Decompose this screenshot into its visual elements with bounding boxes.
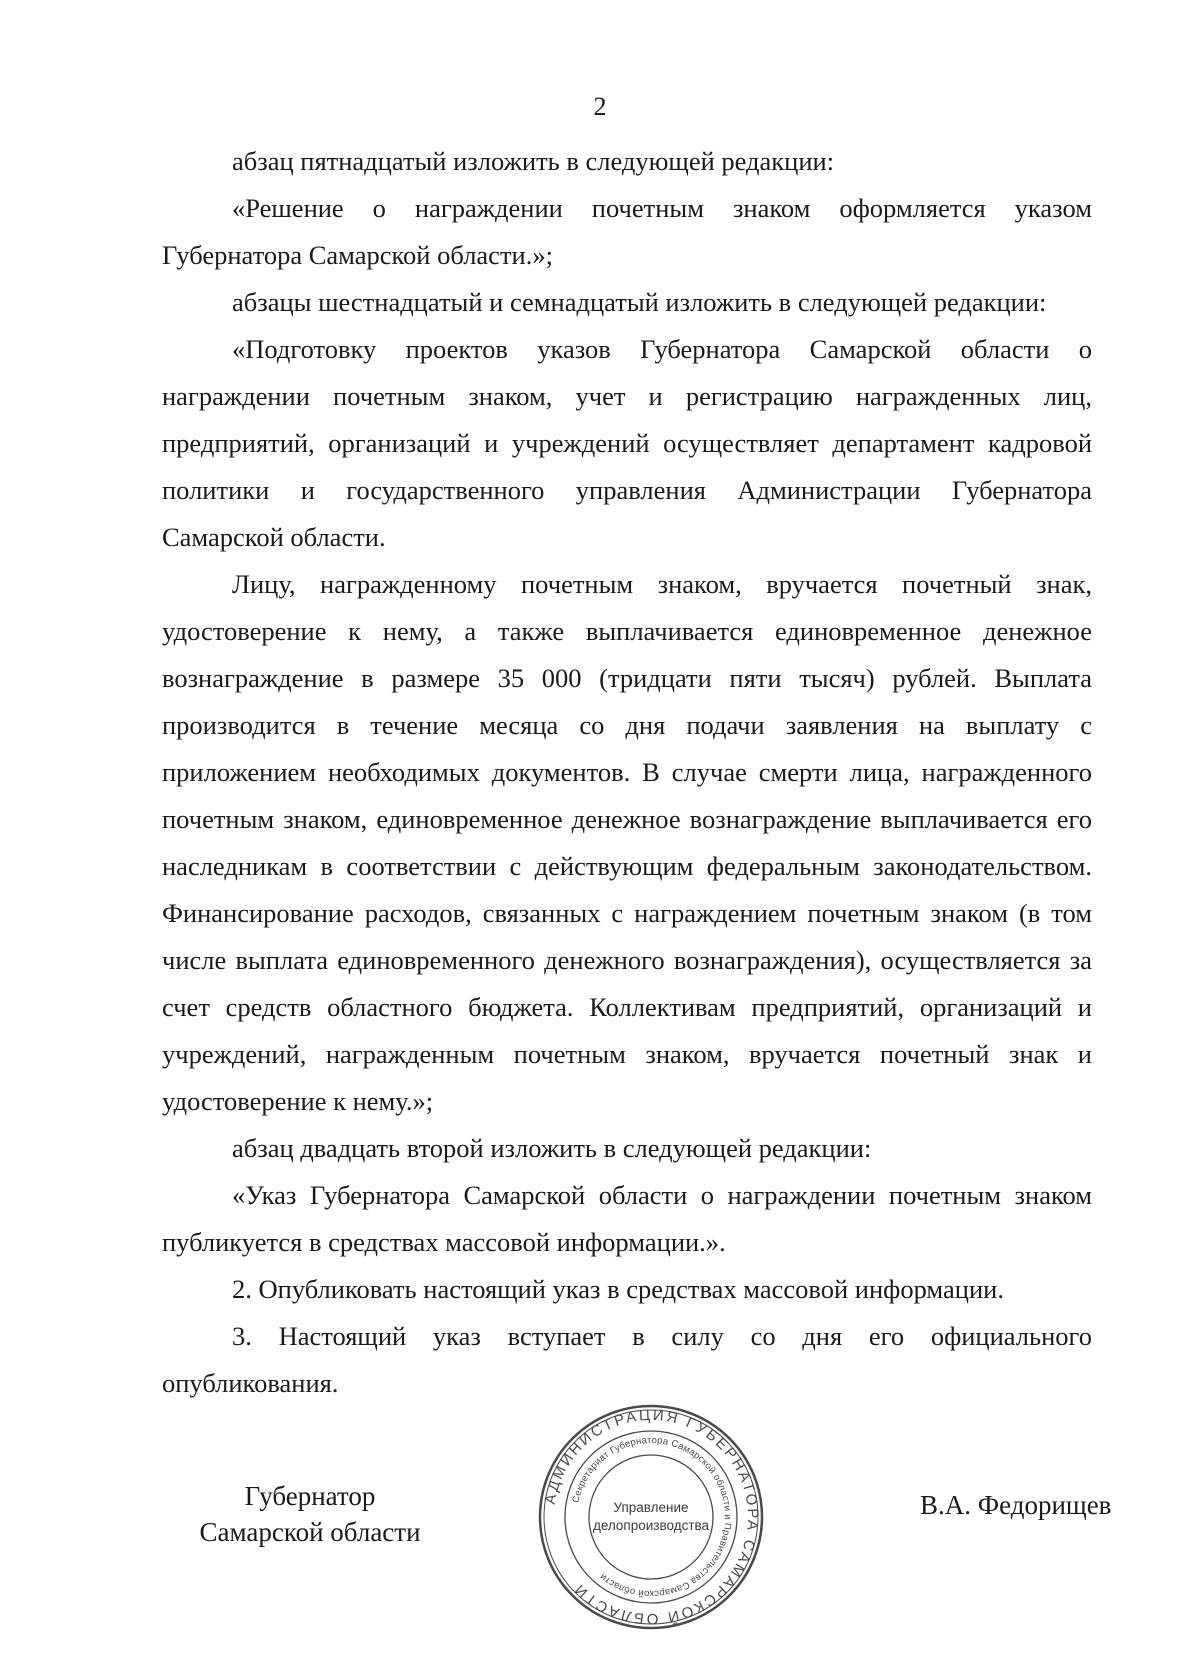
svg-text:Секретариат Губернатора Самарс — [570, 1435, 733, 1599]
seal-stamp-icon — [536, 1402, 766, 1632]
paragraph: абзац пятнадцатый изложить в следующей редакции: — [232, 146, 835, 176]
seal-outer-text: АДМИНИСТРАЦИЯ ГУБЕРНАТОРА САМАРСКОЙ ОБЛАСТИ — [541, 1406, 762, 1628]
official-seal — [536, 1402, 766, 1632]
signatory-position-line: Губернатор — [244, 1481, 376, 1511]
paragraph: 3. Настоящий указ вступает в силу со дня его официального опубликования. — [162, 1321, 1092, 1398]
paragraph: Лицу, награжденному почетным знаком, вручается почетный знак, удостоверение к нему, а также выплачивается единовременное денежное вознаграждение в размере 35 000 (тридцати пяти тысяч) рублей. Выплата производится в течение месяца со дня подачи заявления на выплату с приложением необходимых документов. В случае смерти лица, награжденного почетным знаком, единовременное денежное вознаграждение выплачивается его наследникам в соответствии с действующим федеральным законодательством. Финансирование расходов, связанных с награждением почетным знаком (в том числе выплата единовременного денежного вознаграждения), осуществляется за счет средств областного бюджета. Коллективам предприятий, организаций и учреждений, награжденным почетным знаком, вручается почетный знак и удостоверение к нему.»; — [162, 569, 1092, 1116]
document-body — [162, 138, 1092, 1407]
paragraph: «Указ Губернатора Самарской области о награждении почетным знаком публикуется в средствах массовой информации.». — [162, 1180, 1092, 1257]
signatory-position-line: Самарской области — [199, 1517, 421, 1547]
signatory-position — [185, 1478, 435, 1550]
seal-inner-text: Секретариат Губернатора Самарской области и Правительства Самарской области — [570, 1434, 734, 1600]
paragraph: «Подготовку проектов указов Губернатора Самарской области о награждении почетным знаком, учет и регистрацию награжденных лиц, предприятий, организаций и учреждений осуществляет департамент кадровой политики и государственного управления Администрации Губернатора Самарской области. — [162, 334, 1092, 552]
paragraph: 2. Опубликовать настоящий указ в средствах массовой информации. — [232, 1274, 1004, 1304]
paragraph: абзацы шестнадцатый и семнадцатый изложить в следующей редакции: — [232, 287, 1047, 317]
paragraph: «Решение о награждении почетным знаком оформляется указом Губернатора Самарской области.»; — [162, 193, 1092, 270]
signatory-name: В.А. Федорищев — [920, 1490, 1112, 1520]
paragraph: абзац двадцать второй изложить в следующей редакции: — [232, 1133, 872, 1163]
seal-center-line: делопроизводства — [592, 1518, 710, 1533]
page-number: 2 — [593, 92, 607, 121]
seal-center-line: Управление — [613, 1500, 689, 1515]
